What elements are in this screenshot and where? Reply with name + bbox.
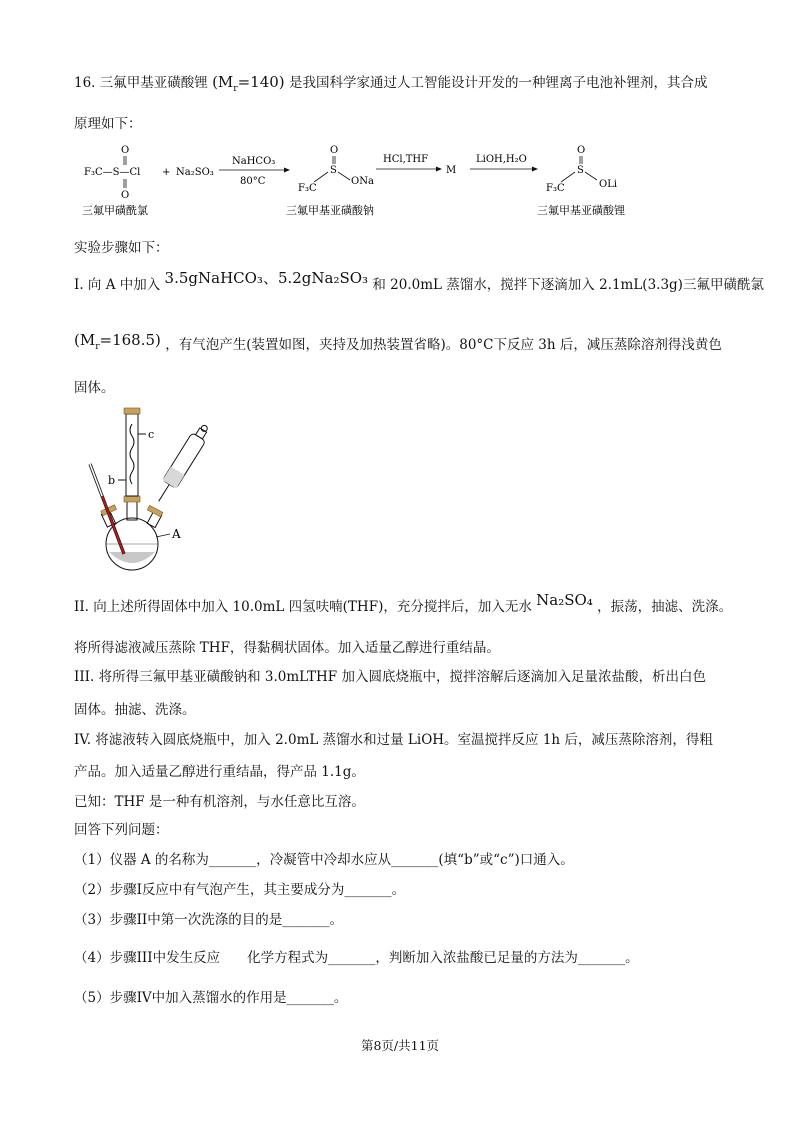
product1-s: S bbox=[330, 165, 337, 176]
step2-line2: 将所得滤液减压蒸除 THF，得黏稠状固体。加入适量乙醇进行重结晶。 bbox=[74, 640, 500, 656]
arrow2-top: HCl,THF bbox=[383, 154, 429, 165]
question-intro bbox=[74, 72, 707, 99]
reaction-scheme bbox=[74, 140, 734, 224]
steps-heading: 实验步骤如下： bbox=[74, 240, 169, 256]
product2-s: S bbox=[577, 165, 584, 176]
step1-line1: I. 向 A 中加入 3.5gNaHCO₃、5.2gNa₂SO₃ 和 20.0mL 蒸馏水，搅拌下逐滴加入 2.1mL(3.3g)三氟甲磺酰氯 bbox=[74, 269, 764, 293]
step1-line2: $(M_r=168.5)$ ，有气泡产生(装置如图，夹持及加热装置省略)。80°C下反应 3h 后，减压蒸除溶剂得浅黄色 bbox=[74, 331, 722, 353]
intro-text-b: 是我国科学家通过人工智能设计开发的一种锂离子电池补锂剂，其合成 bbox=[288, 75, 708, 91]
arrow3-top: LiOH,H₂O bbox=[476, 154, 527, 165]
reactant1-o-bottom: O bbox=[121, 190, 130, 201]
label-a: A bbox=[172, 527, 181, 541]
step2-reagent: Na₂SO₄ bbox=[536, 591, 593, 609]
step2-line1: II. 向上述所得固体中加入 10.0mL 四氢呋喃(THF)，充分搅拌后，加入无水 Na₂SO₄ ，振荡，抽滤、洗涤。 bbox=[74, 591, 733, 615]
intro-text-c: 原理如下： bbox=[74, 116, 142, 132]
product2-o: O bbox=[577, 145, 586, 156]
product1-o: O bbox=[330, 145, 339, 156]
step3-line1: III. 将所得三氟甲基亚磺酸钠和 3.0mLTHF 加入圆底烧瓶中，搅拌溶解后逐滴加入足量浓盐酸，析出白色 bbox=[74, 669, 706, 685]
step1-line3: 固体。 bbox=[74, 380, 115, 396]
label-b: b bbox=[108, 474, 116, 487]
arrow1-top: NaHCO₃ bbox=[232, 156, 276, 167]
molar-mass-reactant: $(M_r=168.5)$ bbox=[74, 331, 161, 352]
step4-line2: 产品。加入适量乙醇进行重结晶，得产品 1.1g。 bbox=[74, 764, 365, 780]
caption-reactant1: 三氟甲磺酰氯 bbox=[82, 204, 148, 217]
known-note: 已知：THF 是一种有机溶剂，与水任意比互溶。 bbox=[74, 794, 365, 810]
question-5: （5）步骤IV中加入蒸馏水的作用是_______。 bbox=[74, 990, 348, 1006]
step3-line2: 固体。抽滤、洗涤。 bbox=[74, 702, 196, 718]
product1-right: ONa bbox=[351, 176, 374, 187]
question-1: （1）仪器 A 的名称为_______，冷凝管中冷却水应从_______(填“b”或“c”)口通入。 bbox=[74, 852, 574, 868]
intro-text-a: 16. 三氟甲基亚磺酸锂 bbox=[74, 75, 208, 91]
answer-prompt: 回答下列问题： bbox=[74, 822, 169, 838]
reactant1-o-top: O bbox=[121, 145, 130, 156]
caption-product1: 三氟甲基亚磺酸钠 bbox=[286, 204, 374, 217]
molar-mass-product: $(M_r=140)$ bbox=[212, 73, 285, 94]
caption-product2: 三氟甲基亚磺酸锂 bbox=[537, 204, 625, 217]
step4-line1: IV. 将滤液转入圆底烧瓶中，加入 2.0mL 蒸馏水和过量 LiOH。室温搅拌反应 1h 后，减压蒸除溶剂，得粗 bbox=[74, 732, 713, 748]
apparatus-diagram bbox=[82, 404, 222, 574]
product2-left: F₃C bbox=[546, 183, 565, 194]
product2-right: OLi bbox=[599, 179, 618, 190]
plus-sign: + bbox=[162, 167, 171, 178]
reactant2-formula: Na₂SO₃ bbox=[176, 167, 214, 178]
reactant1-formula: F₃C—S—Cl bbox=[84, 167, 141, 178]
product1-left: F₃C bbox=[298, 183, 317, 194]
label-c: c bbox=[148, 428, 155, 441]
step1-reagents: 3.5gNaHCO₃、5.2gNa₂SO₃ bbox=[164, 269, 369, 287]
question-4: （4）步骤III中发生反应 化学方程式为_______，判断加入浓盐酸已足量的方法为_______。 bbox=[74, 950, 639, 966]
intermediate-m: M bbox=[446, 165, 457, 176]
question-3: （3）步骤II中第一次洗涤的目的是_______。 bbox=[74, 912, 344, 928]
arrow1-bottom: 80°C bbox=[240, 176, 266, 187]
page-footer: 第8页/共11页 bbox=[360, 1038, 440, 1053]
question-2: （2）步骤I反应中有气泡产生，其主要成分为_______。 bbox=[74, 882, 406, 898]
